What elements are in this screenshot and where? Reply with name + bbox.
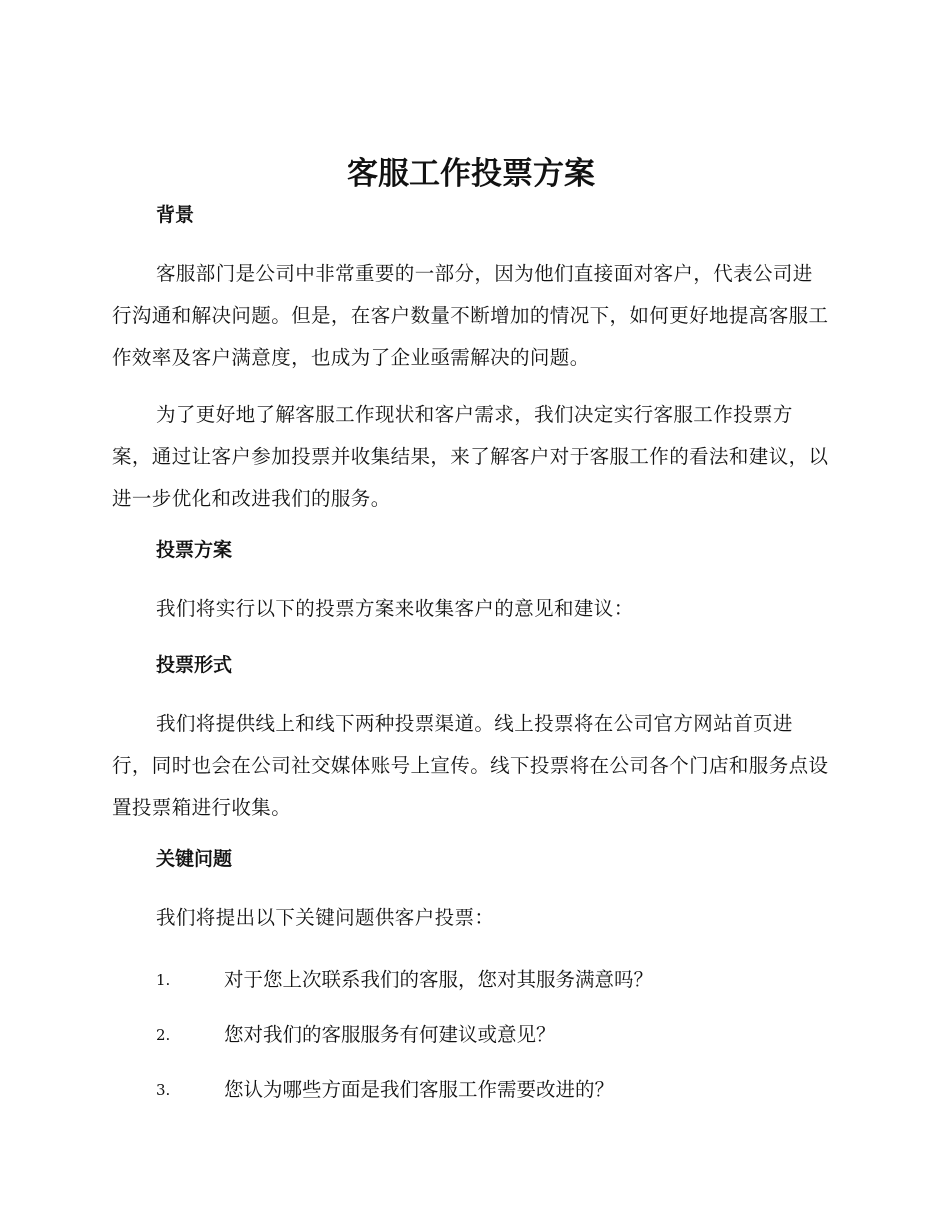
paragraph: 客服部门是公司中非常重要的一部分，因为他们直接面对客户，代表公司进行沟通和解决问题。但是，在客户数量不断增加的情况下，如何更好地提高客服工作效率及客户满意度，也成为了企业亟需解决的问题。 [112,262,829,369]
section-voting-plan [112,535,830,630]
list-item [112,959,830,1001]
list-item [112,1014,830,1056]
section-heading: 投票方案 [156,539,233,561]
section-voting-format [112,650,830,829]
list-text: 您认为哪些方面是我们客服工作需要改进的？ [224,1078,615,1101]
document-title: 客服工作投票方案 [347,156,595,192]
paragraph: 我们将提供线上和线下两种投票渠道。线上投票将在公司官方网站首页进行，同时也会在公司社交媒体账号上宣传。线下投票将在公司各个门店和服务点设置投票箱进行收集。 [112,712,829,819]
paragraph: 我们将实行以下的投票方案来收集客户的意见和建议： [156,597,634,620]
list-number: 3. [156,1081,171,1099]
list-number: 2. [156,1026,171,1044]
section-heading: 投票形式 [156,654,233,676]
section-background [112,200,830,520]
question-list [112,959,830,1111]
paragraph: 我们将提出以下关键问题供客户投票： [156,906,495,929]
list-text: 您对我们的客服服务有何建议或意见？ [224,1023,556,1046]
list-item [112,1069,830,1111]
list-number: 1. [156,971,171,989]
document-page [112,152,830,1124]
section-key-questions [112,844,830,1111]
section-heading: 关键问题 [156,848,233,870]
list-text: 对于您上次联系我们的客服，您对其服务满意吗？ [224,968,654,991]
section-heading: 背景 [156,204,195,226]
paragraph: 为了更好地了解客服工作现状和客户需求，我们决定实行客服工作投票方案，通过让客户参加投票并收集结果，来了解客户对于客服工作的看法和建议，以进一步优化和改进我们的服务。 [112,403,829,510]
